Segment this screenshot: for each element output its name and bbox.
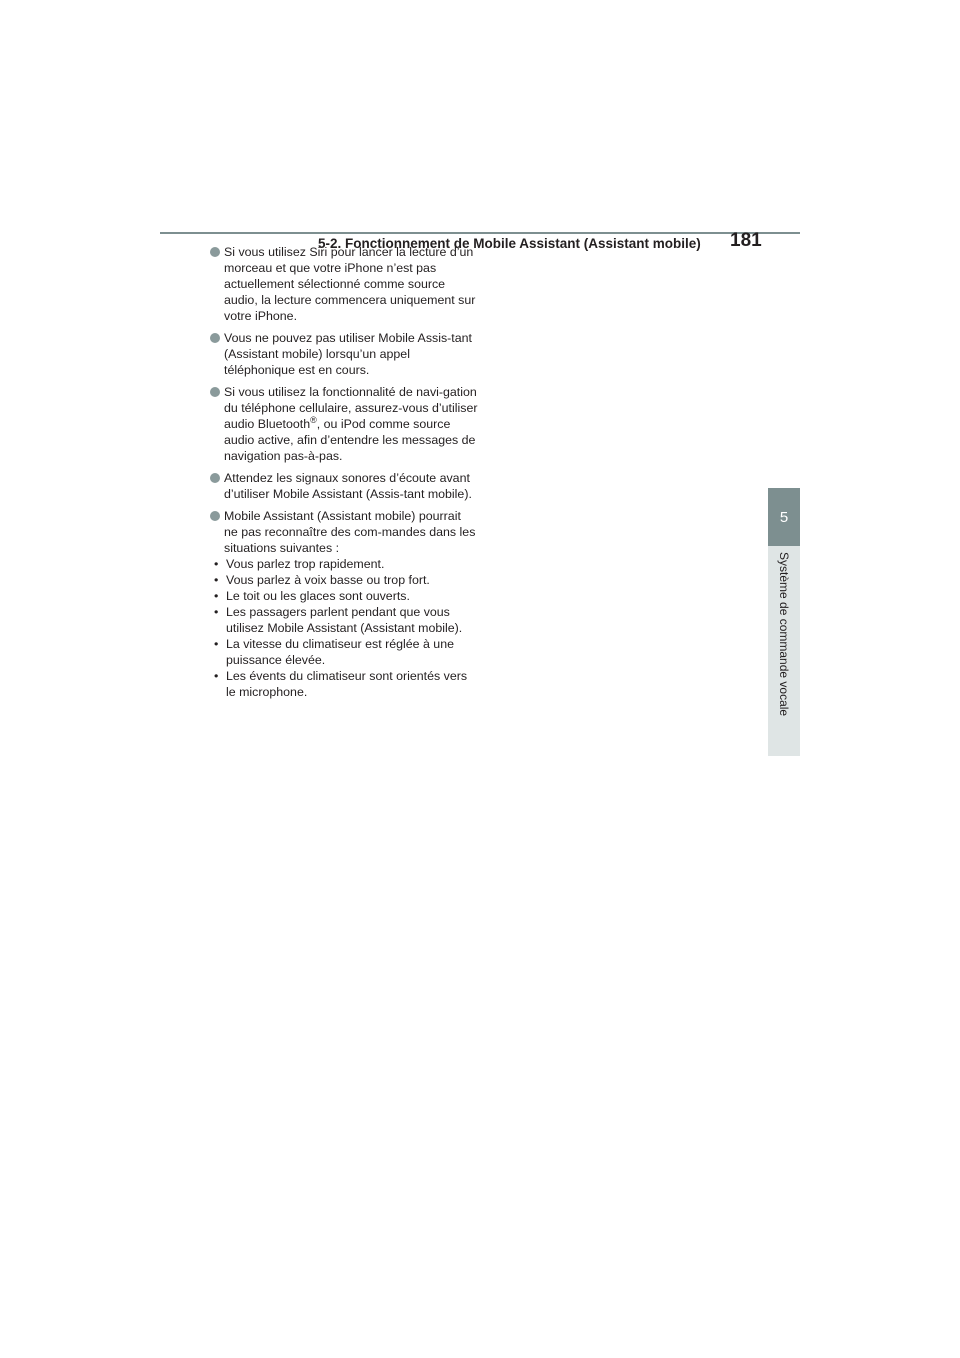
note-item	[210, 244, 478, 324]
sub-bullet: •	[214, 557, 219, 571]
list-item: • Le toit ou les glaces sont ouverts.	[214, 589, 410, 603]
header-rule	[160, 232, 800, 234]
notes-content	[210, 244, 478, 706]
sub-bullet: •	[214, 573, 219, 587]
note-text: Si vous utilisez Siri pour lancer la lecture d’un morceau et que votre iPhone n’est pas actuellement sélectionné comme source audio, la lecture commencera uniquement sur votre iPhone.	[224, 245, 476, 323]
sub-bullet: •	[214, 605, 219, 619]
list-item: • Vous parlez trop rapidement.	[214, 557, 385, 571]
chapter-tab[interactable]	[768, 488, 800, 546]
list-item: • La vitesse du climatiseur est réglée à une puissance élevée.	[214, 637, 454, 667]
bullet-circle-icon	[210, 247, 220, 257]
list-item: • Les passagers parlent pendant que vous utilisez Mobile Assistant (Assistant mobile).	[214, 605, 463, 635]
note-text-end: , ou iPod comme source audio active, afin d’entendre les messages de navigation pas-à-pas.	[224, 417, 476, 463]
note-text: Vous ne pouvez pas utiliser Mobile Assis-tant (Assistant mobile) lorsqu’un appel téléphonique est en cours.	[224, 331, 472, 377]
section-title: 5-2. Fonctionnement de Mobile Assistant (Assistant mobile)	[318, 236, 701, 251]
note-item	[210, 330, 478, 378]
list-item: • Vous parlez à voix basse ou trop fort.	[214, 573, 430, 587]
sub-bullet: •	[214, 669, 219, 683]
bullet-circle-icon	[210, 333, 220, 343]
bullet-circle-icon	[210, 473, 220, 483]
note-item	[210, 384, 478, 464]
bullet-circle-icon	[210, 511, 220, 521]
note-text-start: Si vous utilisez la fonctionnalité de navi-gation du téléphone cellulaire, assurez-vous d’utiliser audio Bluetooth	[224, 385, 478, 431]
registered-mark: ®	[310, 414, 317, 425]
chapter-label: Système de commande vocale	[777, 552, 791, 717]
bullet-circle-icon	[210, 387, 220, 397]
sub-bullet: •	[214, 589, 219, 603]
note-item	[210, 508, 478, 700]
note-text: Mobile Assistant (Assistant mobile) pourrait ne pas reconnaître des com-mandes dans les situations suivantes :	[224, 509, 476, 555]
note-item	[210, 470, 478, 502]
note-text: Attendez les signaux sonores d’écoute avant d’utiliser Mobile Assistant (Assis-tant mobile).	[224, 471, 472, 501]
sub-bullet: •	[214, 637, 219, 651]
list-item: • Les évents du climatiseur sont orientés vers le microphone.	[214, 669, 468, 699]
situations-list	[214, 556, 478, 700]
chapter-number: 5	[779, 508, 789, 526]
page-number: 181	[730, 230, 762, 251]
